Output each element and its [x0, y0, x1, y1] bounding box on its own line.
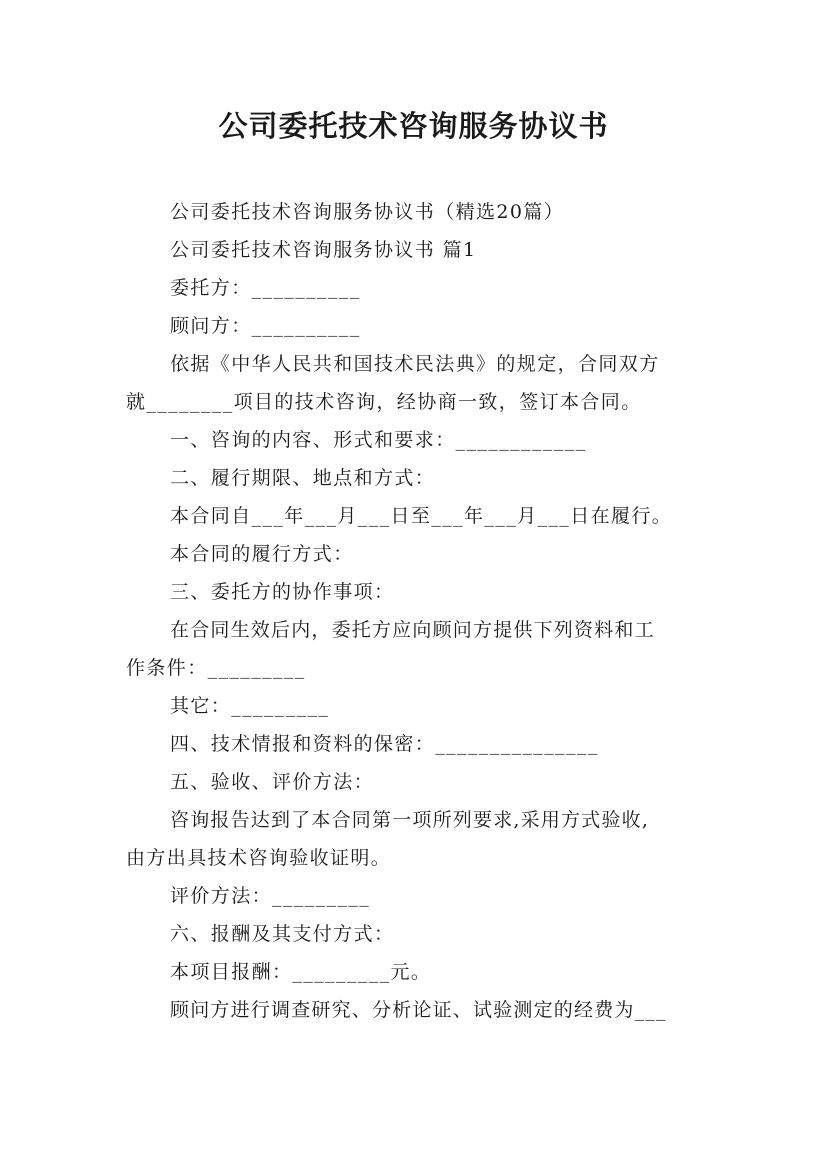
body-line-clause-1: 一、咨询的内容、形式和要求：____________	[170, 429, 587, 451]
body-line-basis: 依据《中华人民共和国技术民法典》的规定，合同双方	[170, 353, 660, 375]
body-line-clause-6: 六、报酬及其支付方式：	[170, 923, 395, 945]
body-line-term: 本合同自___年___月___日至___年___月___日在履行。	[170, 505, 673, 527]
body-line-method: 本合同的履行方式：	[170, 543, 354, 565]
body-line-clause-5: 五、验收、评价方法：	[170, 771, 375, 793]
body-line-client: 委托方：__________	[170, 277, 361, 299]
body-line-expenses: 顾问方进行调查研究、分析论证、试验测定的经费为___	[170, 999, 667, 1021]
document-title: 公司委托技术咨询服务协议书	[218, 109, 609, 143]
body-line-remuneration: 本项目报酬：_________元。	[170, 961, 432, 983]
body-line-consultant: 顾问方：__________	[170, 315, 361, 337]
body-line-clause-2: 二、履行期限、地点和方式：	[170, 467, 436, 489]
body-line-cooperation-cont: 作条件：_________	[126, 657, 306, 679]
body-line-subtitle: 公司委托技术咨询服务协议书（精选20篇）	[170, 201, 565, 223]
body-line-clause-4: 四、技术情报和资料的保密：_______________	[170, 733, 599, 755]
body-line-basis-cont: 就________项目的技术咨询，经协商一致，签订本合同。	[126, 391, 642, 413]
body-line-acceptance: 咨询报告达到了本合同第一项所列要求,采用方式验收,	[170, 809, 650, 831]
body-line-acceptance-cont: 由方出具技术咨询验收证明。	[126, 847, 392, 869]
body-line-evaluation: 评价方法：_________	[170, 885, 371, 907]
body-line-cooperation: 在合同生效后内，委托方应向顾问方提供下列资料和工	[170, 619, 655, 641]
document-body	[126, 193, 716, 1029]
body-line-section-heading: 公司委托技术咨询服务协议书 篇1	[170, 239, 477, 261]
body-line-clause-3: 三、委托方的协作事项：	[170, 581, 395, 603]
body-line-other: 其它：_________	[170, 695, 330, 717]
